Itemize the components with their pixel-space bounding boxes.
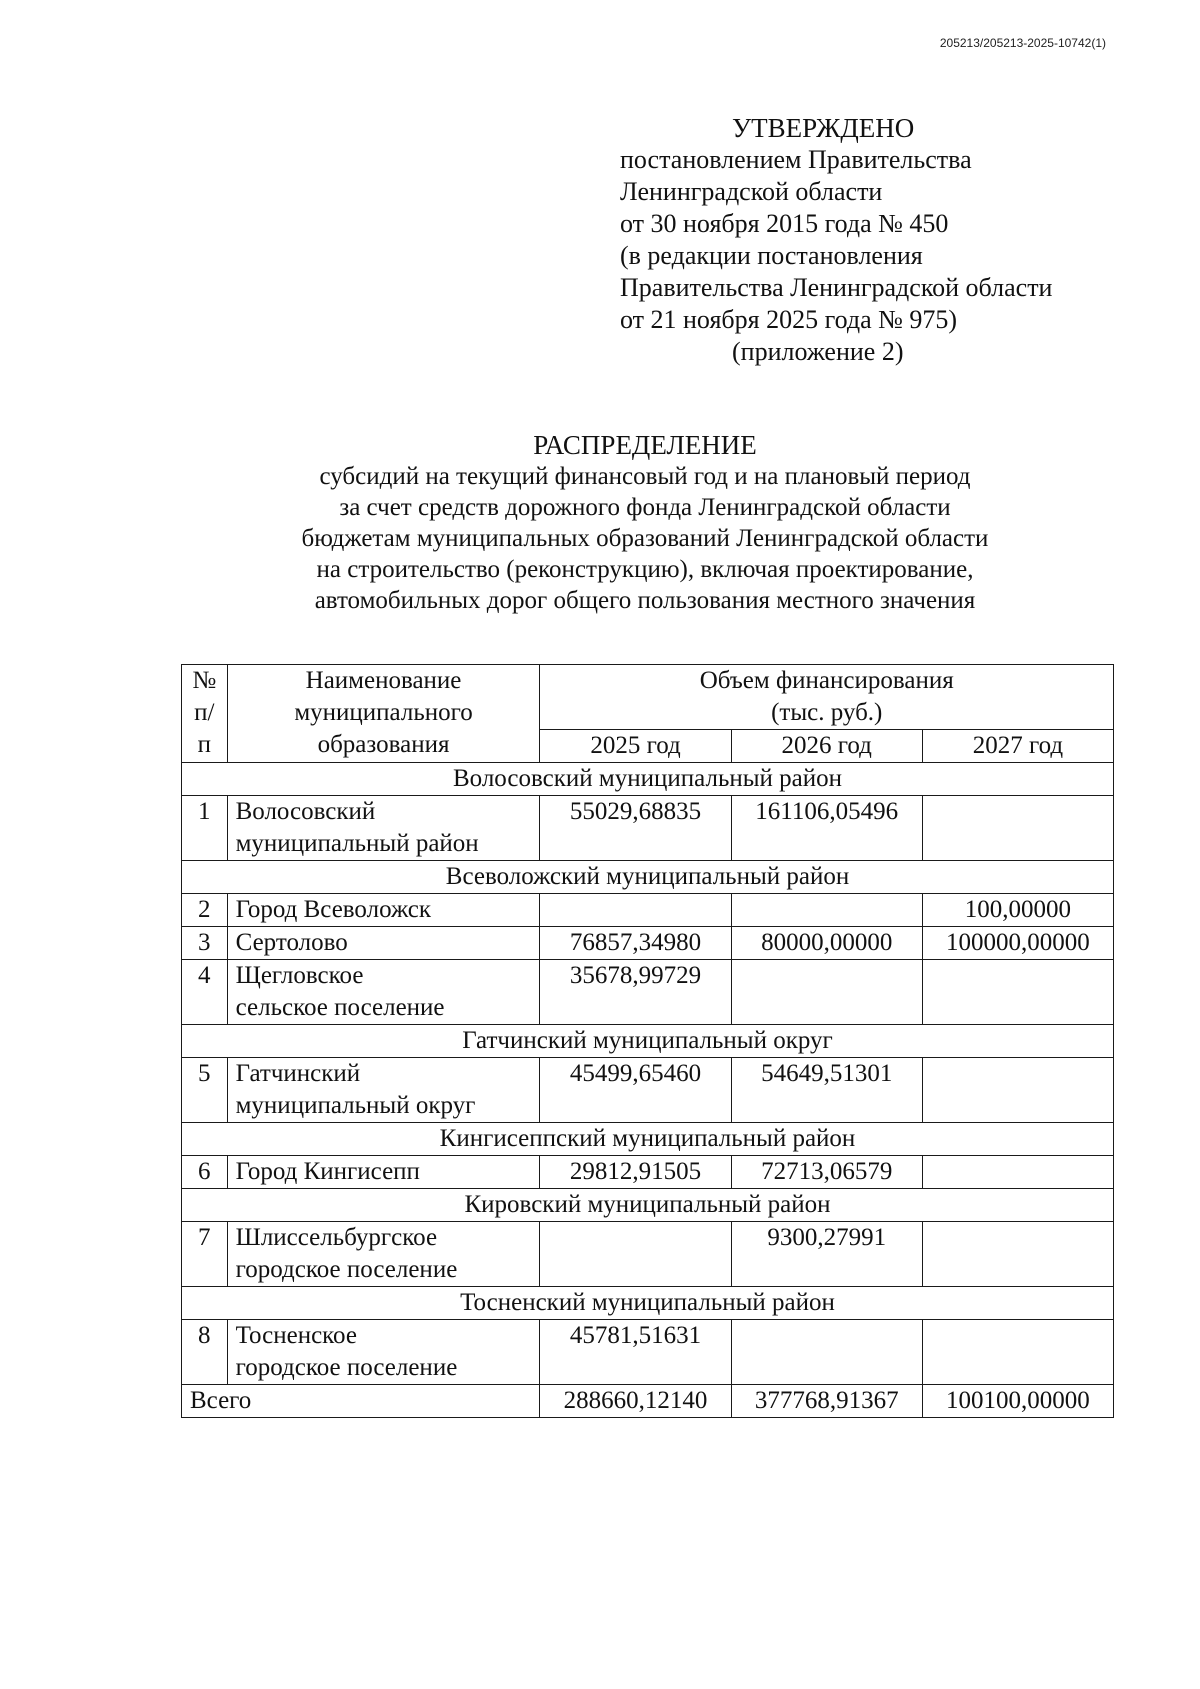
approval-line: Ленинградской области: [620, 177, 883, 206]
row-number: 3: [182, 927, 228, 960]
district-name: Волосовский муниципальный район: [182, 763, 1114, 796]
funding-value-2025: [540, 1222, 731, 1287]
table-row: [182, 960, 1114, 1025]
funding-value-2027: [922, 960, 1113, 1025]
funding-value-2027: [922, 1058, 1113, 1123]
municipality-name-line: Волосовский: [235, 798, 376, 825]
header-year-2027: 2027 год: [922, 730, 1113, 763]
header-year-2025: 2025 год: [540, 730, 731, 763]
district-name: Всеволожский муниципальный район: [182, 861, 1114, 894]
municipality-name: [227, 1222, 540, 1287]
row-number: 4: [182, 960, 228, 1025]
funding-value-2026: 54649,51301: [731, 1058, 922, 1123]
municipality-name: [227, 1156, 540, 1189]
funding-value-2026: [731, 960, 922, 1025]
approval-line: (в редакции постановления: [620, 241, 923, 270]
approval-stamp: [620, 112, 1140, 368]
district-row: [182, 1189, 1114, 1222]
municipality-name: [227, 1058, 540, 1123]
total-row: [182, 1385, 1114, 1418]
district-row: [182, 763, 1114, 796]
approval-line: от 21 ноября 2025 года № 975): [620, 305, 958, 334]
district-row: [182, 861, 1114, 894]
funding-value-2026: [731, 1320, 922, 1385]
municipality-name: [227, 960, 540, 1025]
appendix-label: (приложение 2): [732, 337, 904, 366]
district-row: [182, 1025, 1114, 1058]
municipality-name: [227, 927, 540, 960]
municipality-name-line: городское поселение: [235, 1256, 458, 1283]
funding-value-2025: 45499,65460: [540, 1058, 731, 1123]
municipality-name-line: Город Всеволожск: [235, 896, 432, 923]
funding-value-2025: 29812,91505: [540, 1156, 731, 1189]
table-row: [182, 927, 1114, 960]
funding-value-2027: [922, 1156, 1113, 1189]
heading-line: на строительство (реконструкцию), включая проектирование,: [316, 556, 974, 583]
heading-title: РАСПРЕДЕЛЕНИЕ: [533, 430, 757, 460]
funding-value-2026: 161106,05496: [731, 796, 922, 861]
table-row: [182, 796, 1114, 861]
header-funding-line: (тыс. руб.): [771, 699, 883, 726]
approval-title: УТВЕРЖДЕНО: [732, 113, 915, 143]
municipality-name: [227, 1320, 540, 1385]
heading-line: автомобильных дорог общего пользования местного значения: [314, 587, 976, 614]
municipality-name-line: сельское поселение: [235, 994, 445, 1021]
municipality-name-line: Сертолово: [235, 929, 348, 956]
funding-value-2027: [922, 796, 1113, 861]
total-label: Всего: [182, 1385, 540, 1418]
row-number: 8: [182, 1320, 228, 1385]
approval-line: Правительства Ленинградской области: [620, 273, 1053, 302]
funding-value-2027: 100000,00000: [922, 927, 1113, 960]
table-row: [182, 1320, 1114, 1385]
approval-line: постановлением Правительства: [620, 145, 972, 174]
funding-value-2026: 80000,00000: [731, 927, 922, 960]
table-row: [182, 1156, 1114, 1189]
funding-value-2027: [922, 1320, 1113, 1385]
header-municipality-line: образования: [317, 731, 450, 758]
district-name: Гатчинский муниципальный округ: [182, 1025, 1114, 1058]
row-number: 6: [182, 1156, 228, 1189]
table-row: [182, 1222, 1114, 1287]
header-municipality-line: муниципального: [294, 699, 473, 726]
distribution-table: [181, 664, 1114, 1418]
municipality-name-line: Щегловское: [235, 962, 364, 989]
table-row: [182, 894, 1114, 927]
table-row: [182, 1058, 1114, 1123]
funding-value-2027: 100,00000: [922, 894, 1113, 927]
municipality-name-line: Город Кингисепп: [235, 1158, 420, 1185]
heading-line: за счет средств дорожного фонда Ленинградской области: [339, 494, 951, 521]
total-value-2025: 288660,12140: [540, 1385, 731, 1418]
row-number: 5: [182, 1058, 228, 1123]
header-funding-line: Объем финансирования: [699, 667, 954, 694]
funding-value-2027: [922, 1222, 1113, 1287]
funding-value-2025: 45781,51631: [540, 1320, 731, 1385]
header-funding: [540, 665, 1114, 730]
approval-line: от 30 ноября 2015 года № 450: [620, 209, 949, 238]
district-name: Тосненский муниципальный район: [182, 1287, 1114, 1320]
table-body: [182, 763, 1114, 1385]
funding-value-2026: [731, 894, 922, 927]
municipality-name-line: муниципальный округ: [235, 1092, 476, 1119]
document-id: 205213/205213-2025-10742(1): [939, 36, 1106, 50]
header-number: [182, 665, 228, 763]
row-number: 7: [182, 1222, 228, 1287]
header-municipality-line: Наименование: [305, 667, 462, 694]
funding-value-2025: 35678,99729: [540, 960, 731, 1025]
funding-value-2025: 76857,34980: [540, 927, 731, 960]
municipality-name-line: Тосненское: [235, 1322, 357, 1349]
heading-line: субсидий на текущий финансовый год и на плановый период: [319, 463, 971, 490]
document-heading: [0, 430, 1200, 616]
total-value-2027: 100100,00000: [922, 1385, 1113, 1418]
header-year-2026: 2026 год: [731, 730, 922, 763]
funding-value-2025: 55029,68835: [540, 796, 731, 861]
funding-value-2026: 72713,06579: [731, 1156, 922, 1189]
row-number: 1: [182, 796, 228, 861]
district-row: [182, 1123, 1114, 1156]
municipality-name: [227, 894, 540, 927]
row-number: 2: [182, 894, 228, 927]
municipality-name-line: Шлиссельбургское: [235, 1224, 438, 1251]
funding-value-2026: 9300,27991: [731, 1222, 922, 1287]
header-number-line: №: [192, 667, 217, 694]
funding-value-2025: [540, 894, 731, 927]
district-name: Кировский муниципальный район: [182, 1189, 1114, 1222]
municipality-name-line: городское поселение: [235, 1354, 458, 1381]
municipality-name: [227, 796, 540, 861]
total-value-2026: 377768,91367: [731, 1385, 922, 1418]
district-name: Кингисеппский муниципальный район: [182, 1123, 1114, 1156]
header-number-line: п/п: [194, 699, 215, 758]
heading-line: бюджетам муниципальных образований Ленинградской области: [301, 525, 989, 552]
municipality-name-line: Гатчинский: [235, 1060, 361, 1087]
header-municipality: [227, 665, 540, 763]
district-row: [182, 1287, 1114, 1320]
municipality-name-line: муниципальный район: [235, 830, 479, 857]
